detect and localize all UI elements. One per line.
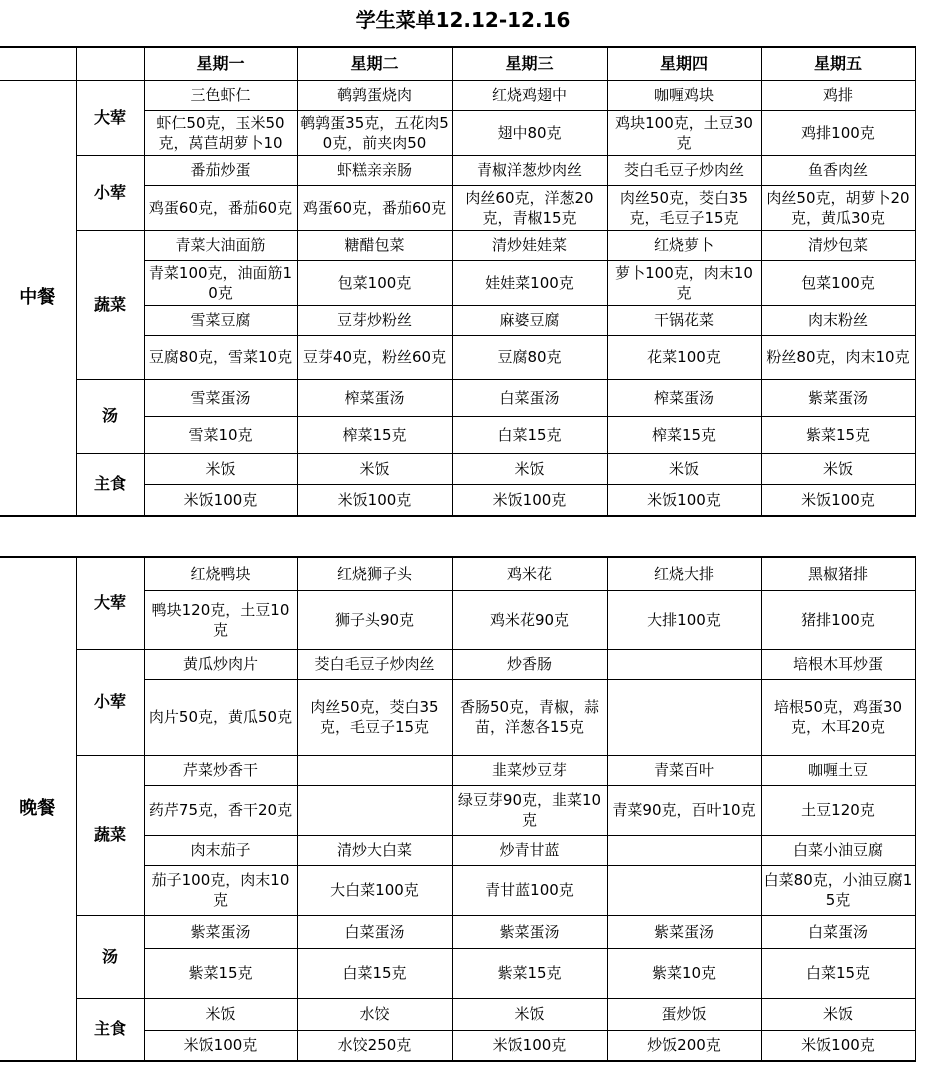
dish-name: 紫菜蛋汤 bbox=[144, 915, 297, 948]
dish-name: 茭白毛豆子炒肉丝 bbox=[297, 649, 452, 679]
dish-name: 紫菜蛋汤 bbox=[607, 915, 761, 948]
dish-ingredients: 米饭100克 bbox=[452, 1030, 607, 1061]
dish-ingredients: 鸡蛋60克，番茄60克 bbox=[297, 185, 452, 230]
day-header: 星期二 bbox=[297, 47, 452, 80]
dish-ingredients: 药芹75克，香干20克 bbox=[144, 785, 297, 835]
dish-ingredients: 豆腐80克，雪菜10克 bbox=[144, 335, 297, 379]
dish-name: 米饭 bbox=[297, 453, 452, 484]
header-corner-blank bbox=[0, 47, 76, 80]
dish-ingredients: 米饭100克 bbox=[452, 484, 607, 516]
dish-ingredients: 紫菜15克 bbox=[761, 416, 915, 453]
dish-ingredients: 水饺250克 bbox=[297, 1030, 452, 1061]
page-title: 学生菜单12.12-12.16 bbox=[355, 8, 571, 32]
dish-ingredients: 鸡蛋60克，番茄60克 bbox=[144, 185, 297, 230]
dish-name: 培根木耳炒蛋 bbox=[761, 649, 915, 679]
dish-name: 蛋炒饭 bbox=[607, 998, 761, 1030]
dish-ingredients: 香肠50克，青椒，蒜苗，洋葱各15克 bbox=[452, 679, 607, 755]
dinner-menu-table bbox=[0, 556, 916, 1062]
dish-name: 咖喱鸡块 bbox=[607, 80, 761, 110]
dish-ingredients: 花菜100克 bbox=[607, 335, 761, 379]
dish-ingredients: 大白菜100克 bbox=[297, 865, 452, 915]
dish-name: 雪菜蛋汤 bbox=[144, 379, 297, 416]
category-label: 主食 bbox=[76, 998, 144, 1061]
category-label: 小荤 bbox=[76, 155, 144, 230]
dish-ingredients: 白菜15克 bbox=[297, 948, 452, 998]
dish-name: 红烧萝卜 bbox=[607, 230, 761, 260]
dish-ingredients: 肉丝60克，洋葱20克，青椒15克 bbox=[452, 185, 607, 230]
category-label: 小荤 bbox=[76, 649, 144, 755]
dish-ingredients: 鸡米花90克 bbox=[452, 590, 607, 649]
dish-name: 榨菜蛋汤 bbox=[607, 379, 761, 416]
menu-row bbox=[0, 649, 915, 679]
dish-name: 干锅花菜 bbox=[607, 305, 761, 335]
dish-ingredients: 绿豆芽90克，韭菜10克 bbox=[452, 785, 607, 835]
dish-ingredients: 青菜100克，油面筋10克 bbox=[144, 260, 297, 305]
dish-name: 炒青甘蓝 bbox=[452, 835, 607, 865]
meal-label: 晚餐 bbox=[0, 557, 76, 1061]
dish-ingredients: 虾仁50克，玉米50克，莴苣胡萝卜10 bbox=[144, 110, 297, 155]
dish-name: 红烧鸡翅中 bbox=[452, 80, 607, 110]
dish-ingredients: 米饭100克 bbox=[144, 1030, 297, 1061]
dish-ingredients: 紫菜15克 bbox=[144, 948, 297, 998]
dish-ingredients: 翅中80克 bbox=[452, 110, 607, 155]
dish-ingredients: 白菜80克，小油豆腐15克 bbox=[761, 865, 915, 915]
dish-name: 鸡排 bbox=[761, 80, 915, 110]
category-label: 汤 bbox=[76, 915, 144, 998]
menu-row bbox=[0, 453, 915, 484]
dish-name: 雪菜豆腐 bbox=[144, 305, 297, 335]
dish-name: 鸡米花 bbox=[452, 557, 607, 590]
dish-name: 黑椒猪排 bbox=[761, 557, 915, 590]
dish-name: 肉末粉丝 bbox=[761, 305, 915, 335]
dish-ingredients: 萝卜100克，肉末10克 bbox=[607, 260, 761, 305]
dish-name: 清炒娃娃菜 bbox=[452, 230, 607, 260]
dish-ingredients: 米饭100克 bbox=[297, 484, 452, 516]
dish-name: 青菜百叶 bbox=[607, 755, 761, 785]
menu-row bbox=[0, 915, 915, 948]
dish-ingredients: 包菜100克 bbox=[297, 260, 452, 305]
meal-label: 中餐 bbox=[0, 80, 76, 516]
lunch-menu-table bbox=[0, 46, 916, 517]
dish-name: 青椒洋葱炒肉丝 bbox=[452, 155, 607, 185]
dish-ingredients bbox=[607, 679, 761, 755]
day-header: 星期三 bbox=[452, 47, 607, 80]
dish-ingredients: 肉片50克，黄瓜50克 bbox=[144, 679, 297, 755]
dish-name: 清炒包菜 bbox=[761, 230, 915, 260]
menu-row bbox=[0, 230, 915, 260]
category-label: 大荤 bbox=[76, 557, 144, 649]
dish-name: 白菜蛋汤 bbox=[297, 915, 452, 948]
menu-row bbox=[0, 755, 915, 785]
dish-name: 白菜小油豆腐 bbox=[761, 835, 915, 865]
dish-ingredients: 土豆120克 bbox=[761, 785, 915, 835]
day-header: 星期五 bbox=[761, 47, 915, 80]
category-label: 蔬菜 bbox=[76, 230, 144, 379]
dish-name: 白菜蛋汤 bbox=[452, 379, 607, 416]
menu-row bbox=[0, 155, 915, 185]
dish-ingredients: 米饭100克 bbox=[761, 484, 915, 516]
dish-name: 榨菜蛋汤 bbox=[297, 379, 452, 416]
dish-name: 米饭 bbox=[452, 453, 607, 484]
dish-name: 麻婆豆腐 bbox=[452, 305, 607, 335]
dish-ingredients: 米饭100克 bbox=[144, 484, 297, 516]
dish-ingredients: 青甘蓝100克 bbox=[452, 865, 607, 915]
header-corner-blank bbox=[76, 47, 144, 80]
menu-row bbox=[0, 998, 915, 1030]
dish-ingredients: 鹌鹑蛋35克，五花肉50克，前夹肉50 bbox=[297, 110, 452, 155]
dish-ingredients: 粉丝80克，肉末10克 bbox=[761, 335, 915, 379]
dish-name: 米饭 bbox=[607, 453, 761, 484]
category-label: 主食 bbox=[76, 453, 144, 516]
category-label: 大荤 bbox=[76, 80, 144, 155]
dish-name: 红烧大排 bbox=[607, 557, 761, 590]
dish-name: 紫菜蛋汤 bbox=[761, 379, 915, 416]
dish-name: 鹌鹑蛋烧肉 bbox=[297, 80, 452, 110]
dish-name: 米饭 bbox=[761, 453, 915, 484]
dish-ingredients: 肉丝50克，茭白35克，毛豆子15克 bbox=[297, 679, 452, 755]
dish-name: 青菜大油面筋 bbox=[144, 230, 297, 260]
dish-name: 豆芽炒粉丝 bbox=[297, 305, 452, 335]
dish-name bbox=[607, 835, 761, 865]
menu-row bbox=[0, 379, 915, 416]
dish-name: 鱼香肉丝 bbox=[761, 155, 915, 185]
dish-name bbox=[607, 649, 761, 679]
dish-name: 红烧鸭块 bbox=[144, 557, 297, 590]
dish-name: 咖喱土豆 bbox=[761, 755, 915, 785]
dish-name: 米饭 bbox=[144, 998, 297, 1030]
category-label: 蔬菜 bbox=[76, 755, 144, 915]
dish-name: 韭菜炒豆芽 bbox=[452, 755, 607, 785]
dish-ingredients: 青菜90克，百叶10克 bbox=[607, 785, 761, 835]
dish-ingredients: 雪菜10克 bbox=[144, 416, 297, 453]
dish-ingredients: 鸡排100克 bbox=[761, 110, 915, 155]
day-header: 星期四 bbox=[607, 47, 761, 80]
dish-name: 芹菜炒香干 bbox=[144, 755, 297, 785]
category-label: 汤 bbox=[76, 379, 144, 453]
dish-name: 番茄炒蛋 bbox=[144, 155, 297, 185]
dish-ingredients: 肉丝50克，茭白35克，毛豆子15克 bbox=[607, 185, 761, 230]
dish-ingredients: 白菜15克 bbox=[761, 948, 915, 998]
dish-name: 米饭 bbox=[144, 453, 297, 484]
dish-ingredients: 紫菜15克 bbox=[452, 948, 607, 998]
dish-ingredients: 紫菜10克 bbox=[607, 948, 761, 998]
dish-ingredients: 鸭块120克，土豆10克 bbox=[144, 590, 297, 649]
menu-row bbox=[0, 80, 915, 110]
dish-ingredients: 榨菜15克 bbox=[607, 416, 761, 453]
dish-name: 清炒大白菜 bbox=[297, 835, 452, 865]
dish-name: 肉末茄子 bbox=[144, 835, 297, 865]
dish-ingredients: 米饭100克 bbox=[607, 484, 761, 516]
dish-ingredients: 豆腐80克 bbox=[452, 335, 607, 379]
dish-name: 糖醋包菜 bbox=[297, 230, 452, 260]
dish-name: 白菜蛋汤 bbox=[761, 915, 915, 948]
dish-name: 三色虾仁 bbox=[144, 80, 297, 110]
dish-ingredients: 培根50克，鸡蛋30克，木耳20克 bbox=[761, 679, 915, 755]
dish-ingredients: 榨菜15克 bbox=[297, 416, 452, 453]
dish-ingredients: 娃娃菜100克 bbox=[452, 260, 607, 305]
dish-name: 水饺 bbox=[297, 998, 452, 1030]
dish-name: 红烧狮子头 bbox=[297, 557, 452, 590]
dish-ingredients: 狮子头90克 bbox=[297, 590, 452, 649]
dish-name: 黄瓜炒肉片 bbox=[144, 649, 297, 679]
day-header: 星期一 bbox=[144, 47, 297, 80]
dish-name bbox=[297, 755, 452, 785]
dish-name: 虾糕亲亲肠 bbox=[297, 155, 452, 185]
dish-name: 米饭 bbox=[761, 998, 915, 1030]
dish-name: 炒香肠 bbox=[452, 649, 607, 679]
dish-ingredients: 米饭100克 bbox=[761, 1030, 915, 1061]
dish-ingredients bbox=[297, 785, 452, 835]
dish-ingredients: 茄子100克，肉末10克 bbox=[144, 865, 297, 915]
menu-row bbox=[0, 557, 915, 590]
dish-ingredients: 白菜15克 bbox=[452, 416, 607, 453]
dish-ingredients: 猪排100克 bbox=[761, 590, 915, 649]
dish-name: 紫菜蛋汤 bbox=[452, 915, 607, 948]
dish-ingredients bbox=[607, 865, 761, 915]
dish-ingredients: 豆芽40克，粉丝60克 bbox=[297, 335, 452, 379]
dish-ingredients: 包菜100克 bbox=[761, 260, 915, 305]
dish-ingredients: 炒饭200克 bbox=[607, 1030, 761, 1061]
dish-ingredients: 肉丝50克，胡萝卜20克，黄瓜30克 bbox=[761, 185, 915, 230]
dish-name: 茭白毛豆子炒肉丝 bbox=[607, 155, 761, 185]
dish-name: 米饭 bbox=[452, 998, 607, 1030]
dish-ingredients: 大排100克 bbox=[607, 590, 761, 649]
dish-ingredients: 鸡块100克，土豆30克 bbox=[607, 110, 761, 155]
